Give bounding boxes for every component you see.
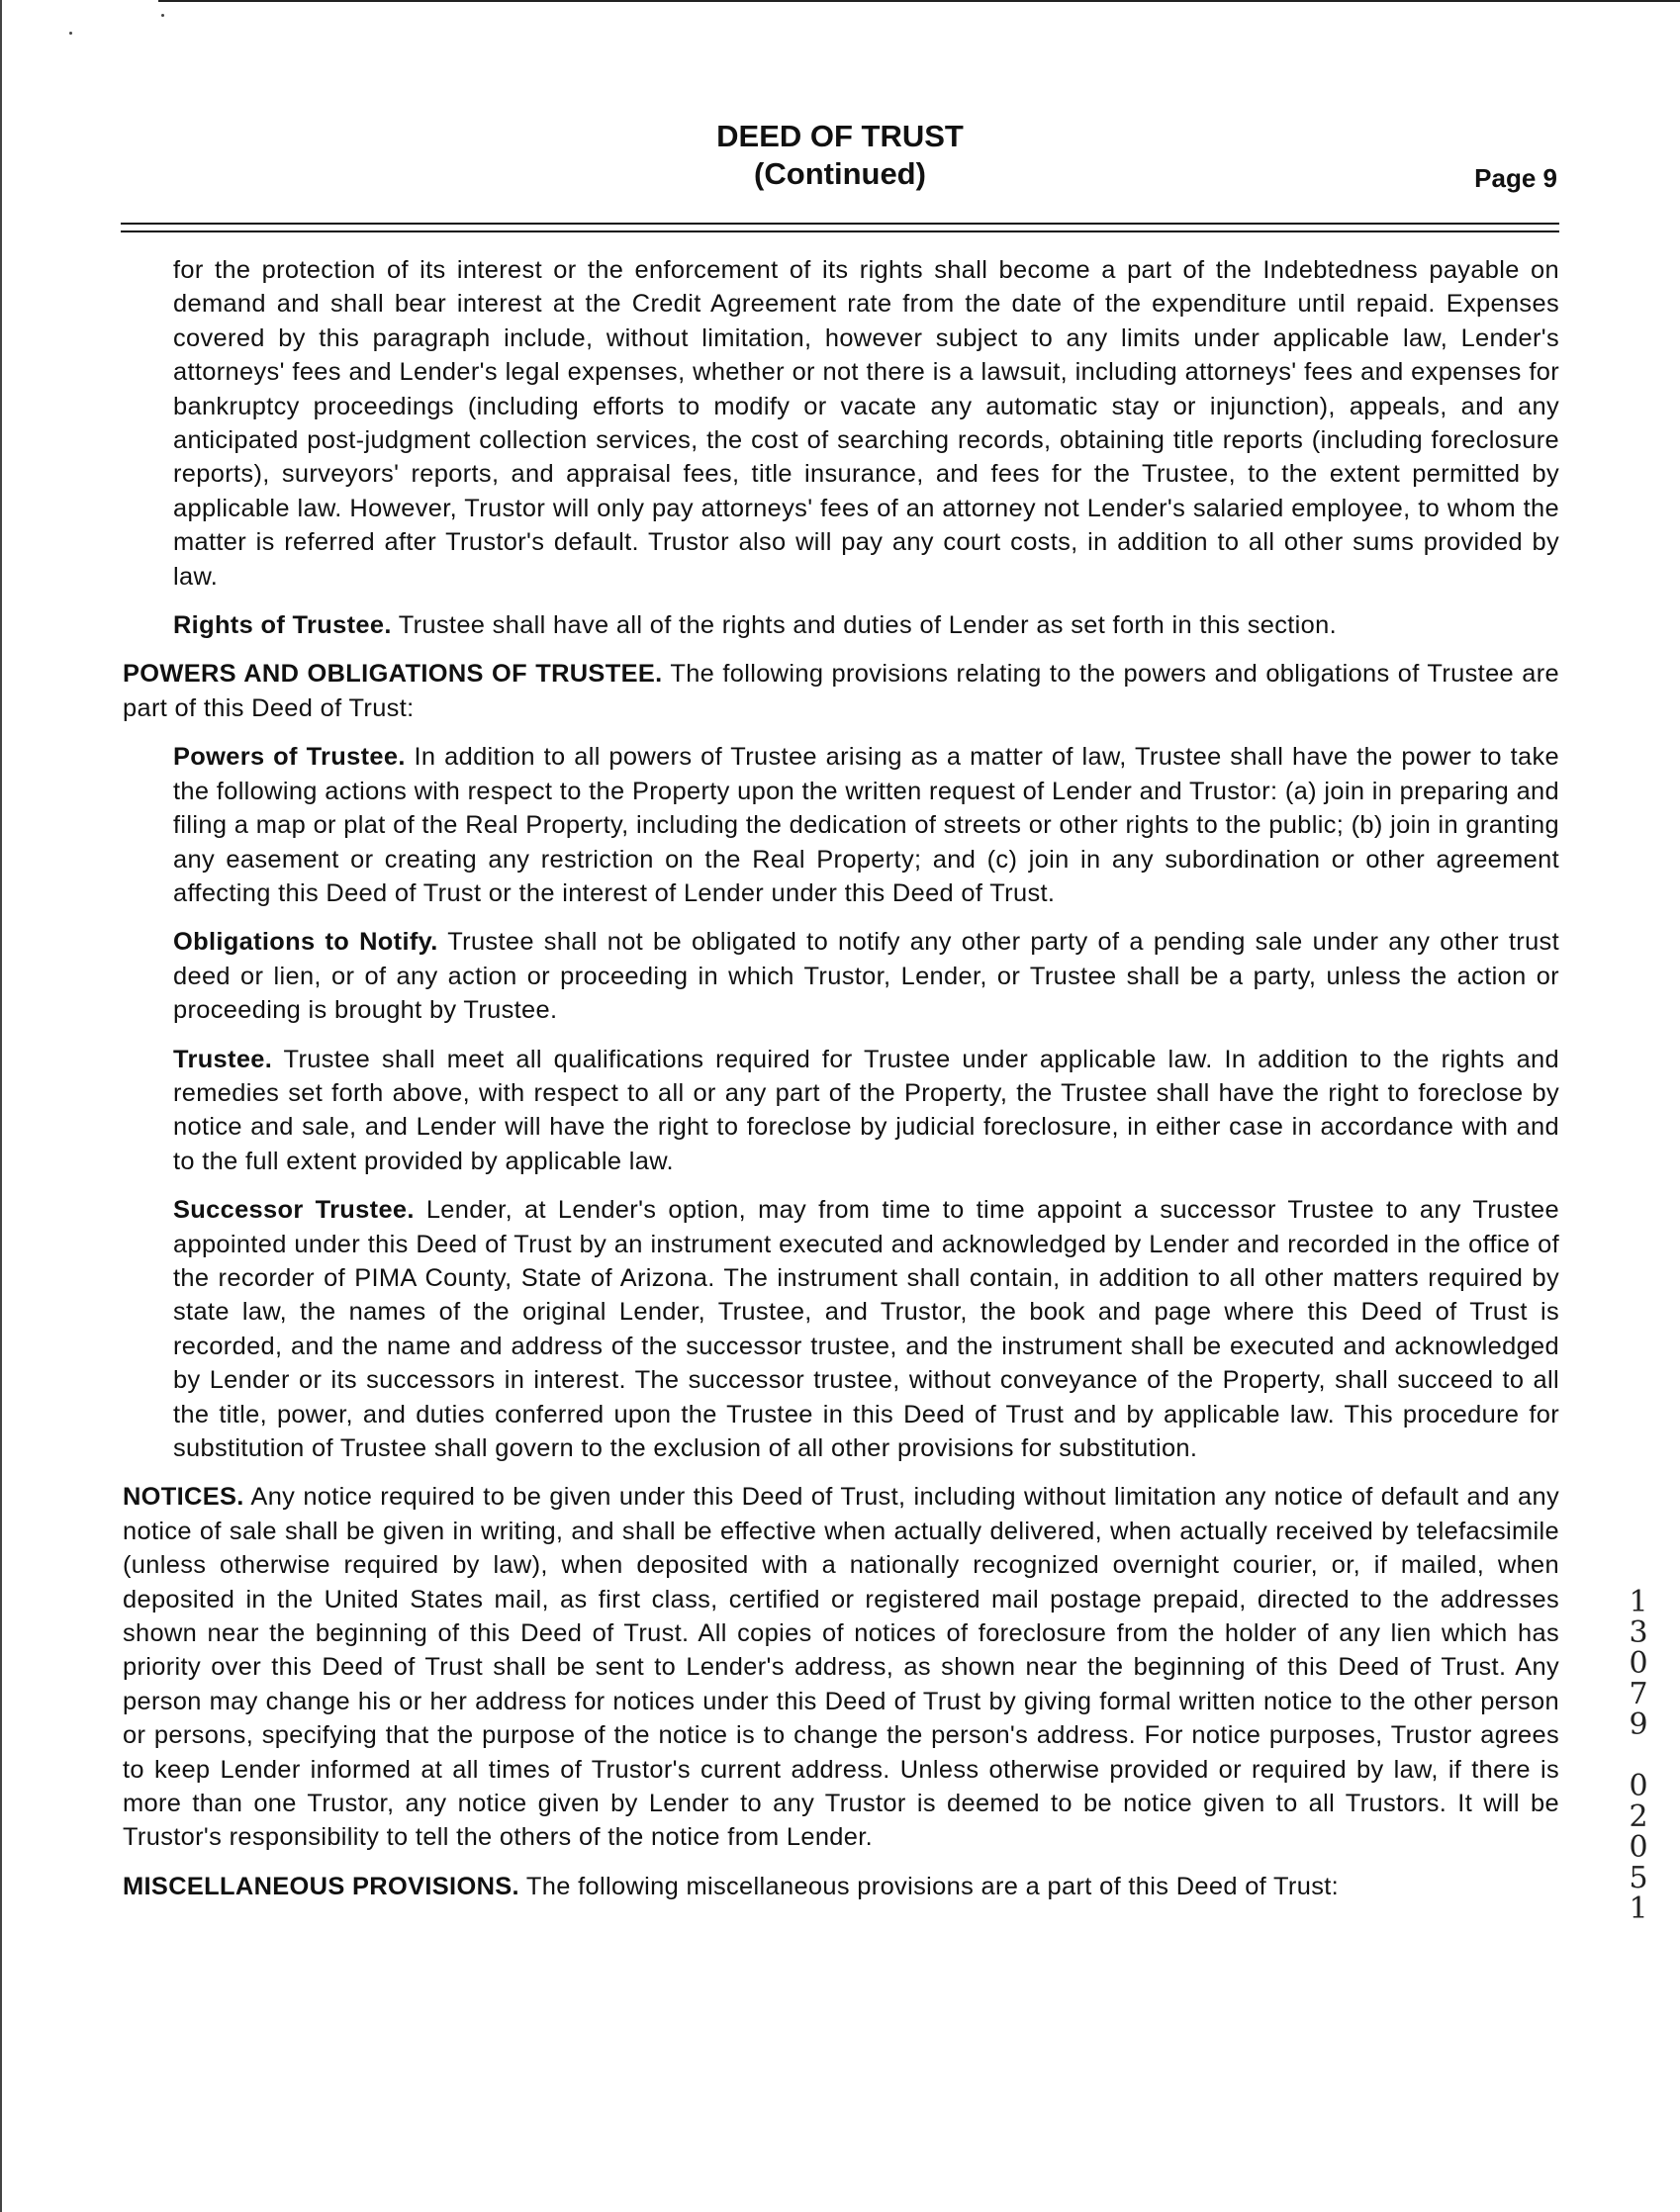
paragraph-heading: Successor Trustee. [173, 1196, 415, 1225]
paragraph-text: Lender, at Lender's option, may from time to time appoint a successor Trustee to any Trustee appointed under this Deed of Trust by an instrument executed and acknowledged by Lender and recorded in the office of the recorder of PIMA County, State of Arizona. The instrument shall contain, in addition to all other matters required by state law, the names of the original Lender, Trustee, and Trustor, the book and page where this Deed of Trust is recorded, and the name and address of the successor trustee, and the instrument shall be executed and acknowledged by Lender or its successors in interest. The successor trustee, without conveyance of the Property, shall succeed to all the title, power, and duties conferred upon the Trustee in this Deed of Trust and by applicable law. This procedure for substitution of Trustee shall govern to the exclusion of all other provisions for substitution. [173, 1196, 1559, 1462]
recording-digit: 3 [1629, 1615, 1648, 1650]
paragraph-text: In addition to all powers of Trustee arising as a matter of law, Trustee shall have the power to take the following actions with respect to the Property upon the written request of Lender and Trustor: (a) join in preparing and filing a map or plat of the Real Property, including the dedication of streets or other rights to the public; (b) join in granting any easement or creating any restriction on the Real Property; and (c) join in any subordination or other agreement affecting this Deed of Trust or the interest of Lender under this Deed of Trust. [173, 743, 1559, 907]
section-miscellaneous-provisions [123, 1870, 1559, 1903]
document-body [123, 253, 1559, 1918]
document-title: DEED OF TRUST [716, 119, 964, 153]
recording-digit: 0 [1629, 1769, 1648, 1803]
paragraph-heading: Obligations to Notify. [173, 928, 438, 957]
paragraph-text: The following miscellaneous provisions are a part of this Deed of Trust: [525, 1872, 1340, 1900]
section-heading: MISCELLANEOUS PROVISIONS. [123, 1872, 519, 1900]
scan-top-edge [158, 0, 1680, 2]
recording-number-vertical [1627, 1587, 1650, 1924]
section-powers-and-obligations [123, 657, 1559, 725]
recording-digit: 2 [1629, 1799, 1648, 1834]
paragraph-heading: Rights of Trustee. [173, 611, 392, 640]
paragraph-expenses-continued [123, 253, 1559, 594]
document-subtitle: (Continued) [754, 156, 926, 191]
paragraph-heading: Trustee. [173, 1045, 273, 1073]
recording-digit: 1 [1629, 1891, 1648, 1926]
paragraph-trustee [123, 1043, 1559, 1179]
paragraph-text: Trustee shall have all of the rights and duties of Lender as set forth in this section. [398, 611, 1338, 640]
paragraph-successor-trustee [123, 1193, 1559, 1465]
page-number: Page 9 [1474, 163, 1557, 193]
paragraph-text: Trustee shall not be obligated to notify any other party of a pending sale under any other trust deed or lien, or of any action or proceeding in which Trustor, Lender, or Trustee shall be a party, unless the action or proceeding is brought by Trustee. [173, 928, 1559, 1025]
paragraph-rights-of-trustee [123, 608, 1559, 642]
section-notices [123, 1480, 1559, 1854]
recording-digit: 0 [1629, 1830, 1648, 1865]
paragraph-text: The following provisions relating to the powers and obligations of Trustee are part of this Deed of Trust: [123, 660, 1559, 722]
scan-left-edge [0, 0, 2, 2212]
paragraph-powers-of-trustee [123, 740, 1559, 910]
recording-digit: 9 [1629, 1707, 1648, 1742]
recording-digit-gap [1627, 1740, 1650, 1771]
recording-digit: 0 [1629, 1646, 1648, 1681]
document-header [0, 119, 1680, 198]
paragraph-obligations-to-notify [123, 925, 1559, 1027]
paragraph-heading: Powers of Trustee. [173, 743, 406, 772]
recording-digit: 5 [1629, 1861, 1648, 1895]
section-heading: POWERS AND OBLIGATIONS OF TRUSTEE. [123, 660, 663, 689]
paragraph-text: for the protection of its interest or the enforcement of its rights shall become a part of the Indebtedness payable on demand and shall bear interest at the Credit Agreement rate from the date of the expenditure until repaid. Expenses covered by this paragraph include, without limitation, however subject to any limits under applicable law, Lender's attorneys' fees and Lender's legal expenses, whether or not there is a lawsuit, including attorneys' fees and expenses for bankruptcy proceedings (including efforts to modify or vacate any automatic stay or injunction), appeals, and any anticipated post-judgment collection services, the cost of searching records, obtaining title reports (including foreclosure reports), surveyors' reports, and appraisal fees, title insurance, and fees for the Trustee, to the extent permitted by applicable law. However, Trustor will only pay attorneys' fees of an attorney not Lender's salaried employee, to whom the matter is referred after Trustor's default. Trustor also will pay any court costs, in addition to all other sums provided by law. [173, 256, 1559, 591]
paragraph-text: Trustee shall meet all qualifications required for Trustee under applicable law. In addition to the rights and remedies set forth above, with respect to all or any part of the Property, the Trustee shall have the right to foreclose by notice and sale, and Lender will have the right to foreclose by judicial foreclosure, in either case in accordance with and to the full extent provided by applicable law. [173, 1045, 1559, 1175]
header-divider [121, 223, 1559, 232]
section-heading: NOTICES. [123, 1483, 244, 1512]
paragraph-text: Any notice required to be given under this Deed of Trust, including without limitation any notice of default and any notice of sale shall be given in writing, and shall be effective when actually delivered, when actually received by telefacsimile (unless otherwise required by law), when deposited with a nationally recognized overnight courier, or, if mailed, when deposited in the United States mail, as first class, certified or registered mail postage prepaid, directed to the addresses shown near the beginning of this Deed of Trust. All copies of notices of foreclosure from the holder of any lien which has priority over this Deed of Trust shall be sent to Lender's address, as shown near the beginning of this Deed of Trust. Any person may change his or her address for notices under this Deed of Trust by giving formal written notice to the other person or persons, specifying that the purpose of the notice is to change the person's address. For notice purposes, Trustor agrees to keep Lender informed at all times of Trustor's current address. Unless otherwise provided or required by law, if there is more than one Trustor, any notice given by Lender to any Trustor is deemed to be notice given to all Trustors. It will be Trustor's responsibility to tell the others of the notice from Lender. [123, 1483, 1559, 1852]
recording-digit: 7 [1629, 1677, 1648, 1711]
scan-speck [161, 14, 164, 17]
recording-digit: 1 [1629, 1585, 1648, 1619]
scan-speck [69, 32, 72, 35]
